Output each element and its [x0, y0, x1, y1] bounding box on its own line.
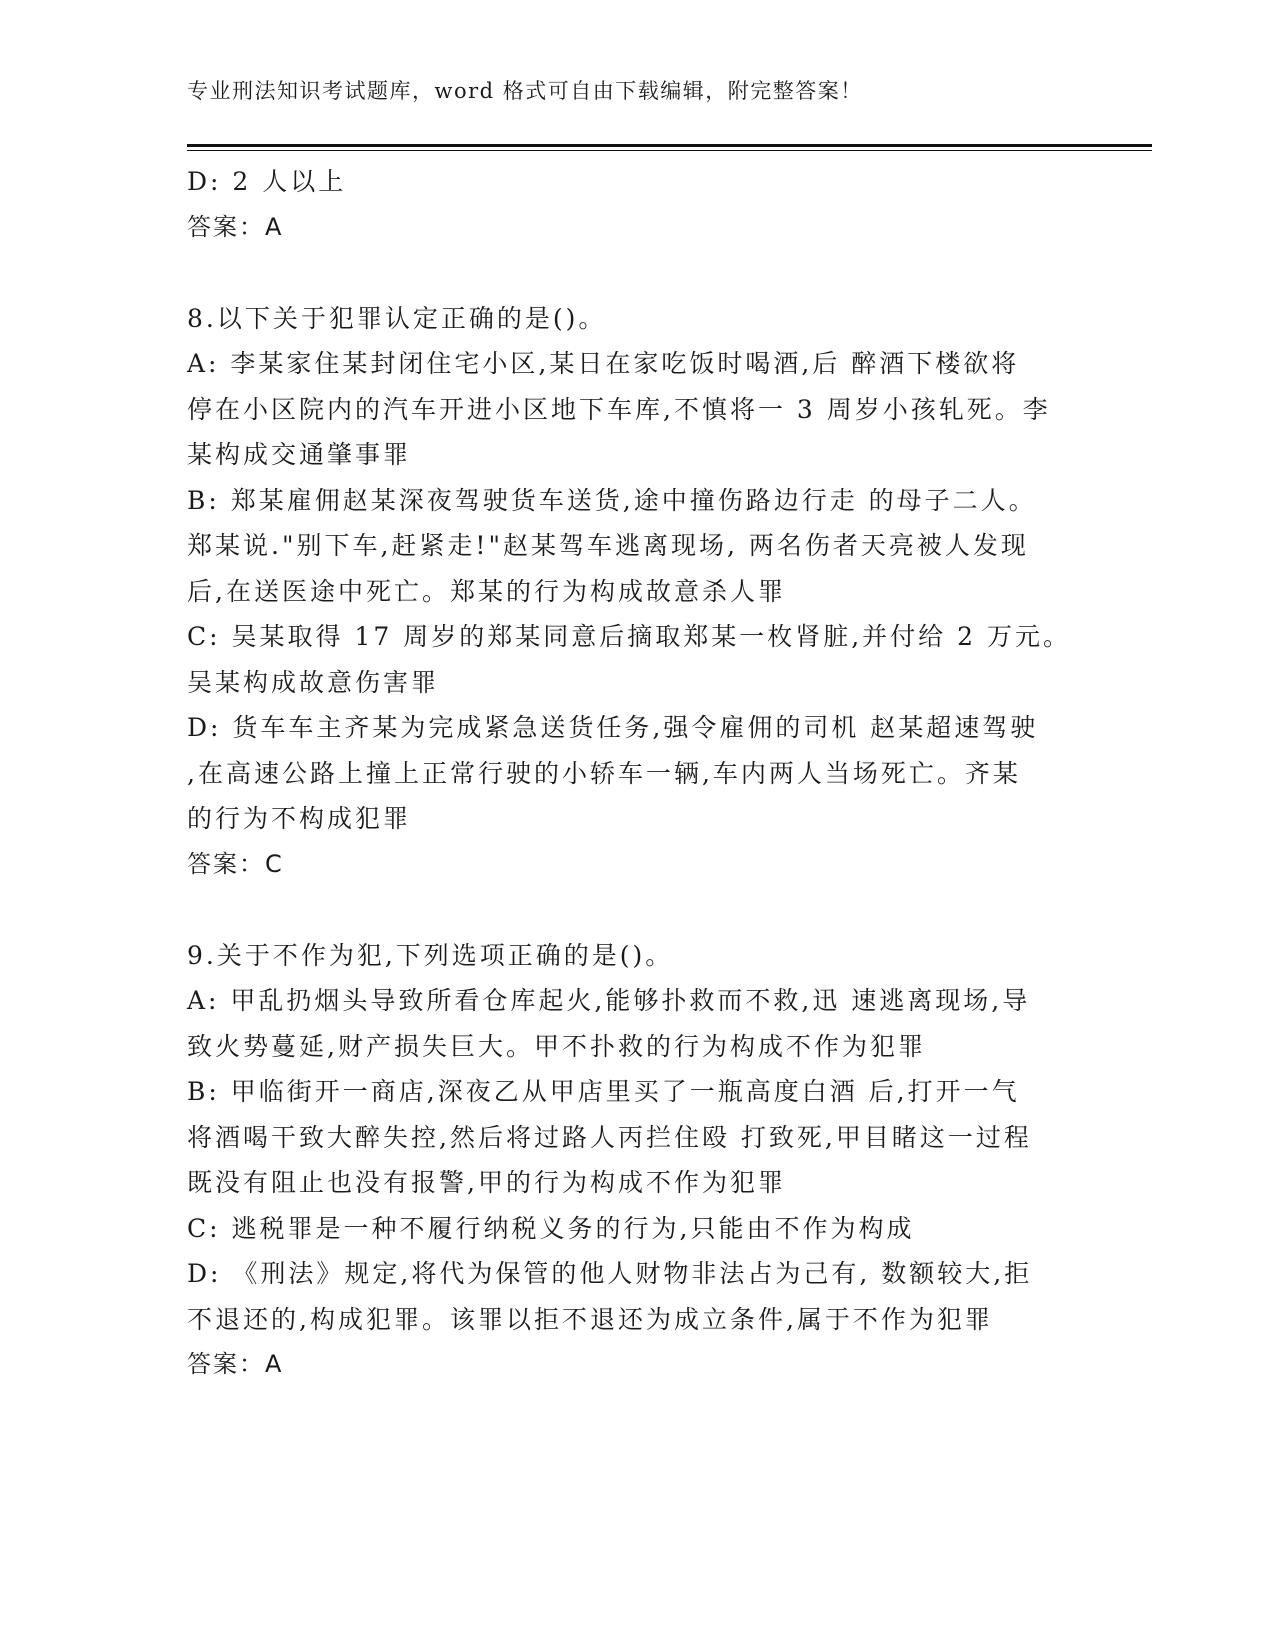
q9-option-d-line: D: 《刑法》规定,将代为保管的他人财物非法占为己有, 数额较大,拒: [187, 1259, 1033, 1288]
q8-option-d-line: 的行为不构成犯罪: [187, 804, 412, 833]
q9-option-b-line: 既没有阻止也没有报警,甲的行为构成不作为犯罪: [187, 1168, 786, 1197]
q9-option-a-line: 致火势蔓延,财产损失巨大。甲不扑救的行为构成不作为犯罪: [187, 1031, 926, 1061]
q8-question: 8.以下关于犯罪认定正确的是()。: [187, 303, 607, 333]
q8-option-b-line: 郑某说."别下车,赶紧走!"赵某驾车逃离现场, 两名伤者天亮被人发现: [187, 531, 1029, 560]
q9-option-b-line: 将酒喝干致大醉失控,然后将过路人丙拦住殴 打致死,甲目睹这一过程: [187, 1122, 1032, 1152]
q9-question: 9.关于不作为犯,下列选项正确的是()。: [187, 940, 674, 970]
q9-option-a-line: A: 甲乱扔烟头导致所看仓库起火,能够扑救而不救,迅 速逃离现场,导: [187, 986, 1031, 1015]
q8-option-b-line: 后,在送医途中死亡。郑某的行为构成故意杀人罪: [187, 576, 786, 606]
document-body: [187, 159, 1087, 1388]
header-rule-thin: [187, 150, 1152, 151]
q7-answer: 答案：A: [187, 212, 284, 241]
q8-option-c-line: C: 吴某取得 17 周岁的郑某同意后摘取郑某一枚肾脏,并付给 2 万元。: [187, 622, 1071, 651]
page-header: 专业刑法知识考试题库，word 格式可自由下载编辑，附完整答案！: [187, 79, 863, 103]
q8-option-d-line: ,在高速公路上撞上正常行驶的小轿车一辆,车内两人当场死亡。齐某: [187, 758, 1021, 788]
q7-option-d: D: 2 人以上: [187, 167, 347, 196]
header-rule-thick: [187, 144, 1152, 147]
spacer: [187, 887, 1087, 933]
q9-option-d-line: 不退还的,构成犯罪。该罪以拒不退还为成立条件,属于不作为犯罪: [187, 1304, 993, 1334]
q8-answer: 答案：C: [187, 849, 284, 878]
q8-option-a-line: 停在小区院内的汽车开进小区地下车库,不慎将一 3 周岁小孩轧死。李: [187, 394, 1051, 424]
q8-option-d-line: D: 货车车主齐某为完成紧急送货任务,强令雇佣的司机 赵某超速驾驶: [187, 713, 1039, 742]
q9-option-c-line: C: 逃税罪是一种不履行纳税义务的行为,只能由不作为构成: [187, 1213, 915, 1243]
q8-option-b-line: B: 郑某雇佣赵某深夜驾驶货车送货,途中撞伤路边行走 的母子二人。: [187, 485, 1037, 515]
q8-option-c-line: 吴某构成故意伤害罪: [187, 667, 440, 697]
spacer: [187, 250, 1087, 296]
q9-answer: 答案：A: [187, 1350, 284, 1378]
q8-option-a-line: 某构成交通肇事罪: [187, 440, 412, 469]
q9-option-b-line: B: 甲临街开一商店,深夜乙从甲店里买了一瓶高度白酒 后,打开一气: [187, 1077, 1020, 1106]
q8-option-a-line: A: 李某家住某封闭住宅小区,某日在家吃饭时喝酒,后 醉酒下楼欲将: [187, 349, 1020, 378]
